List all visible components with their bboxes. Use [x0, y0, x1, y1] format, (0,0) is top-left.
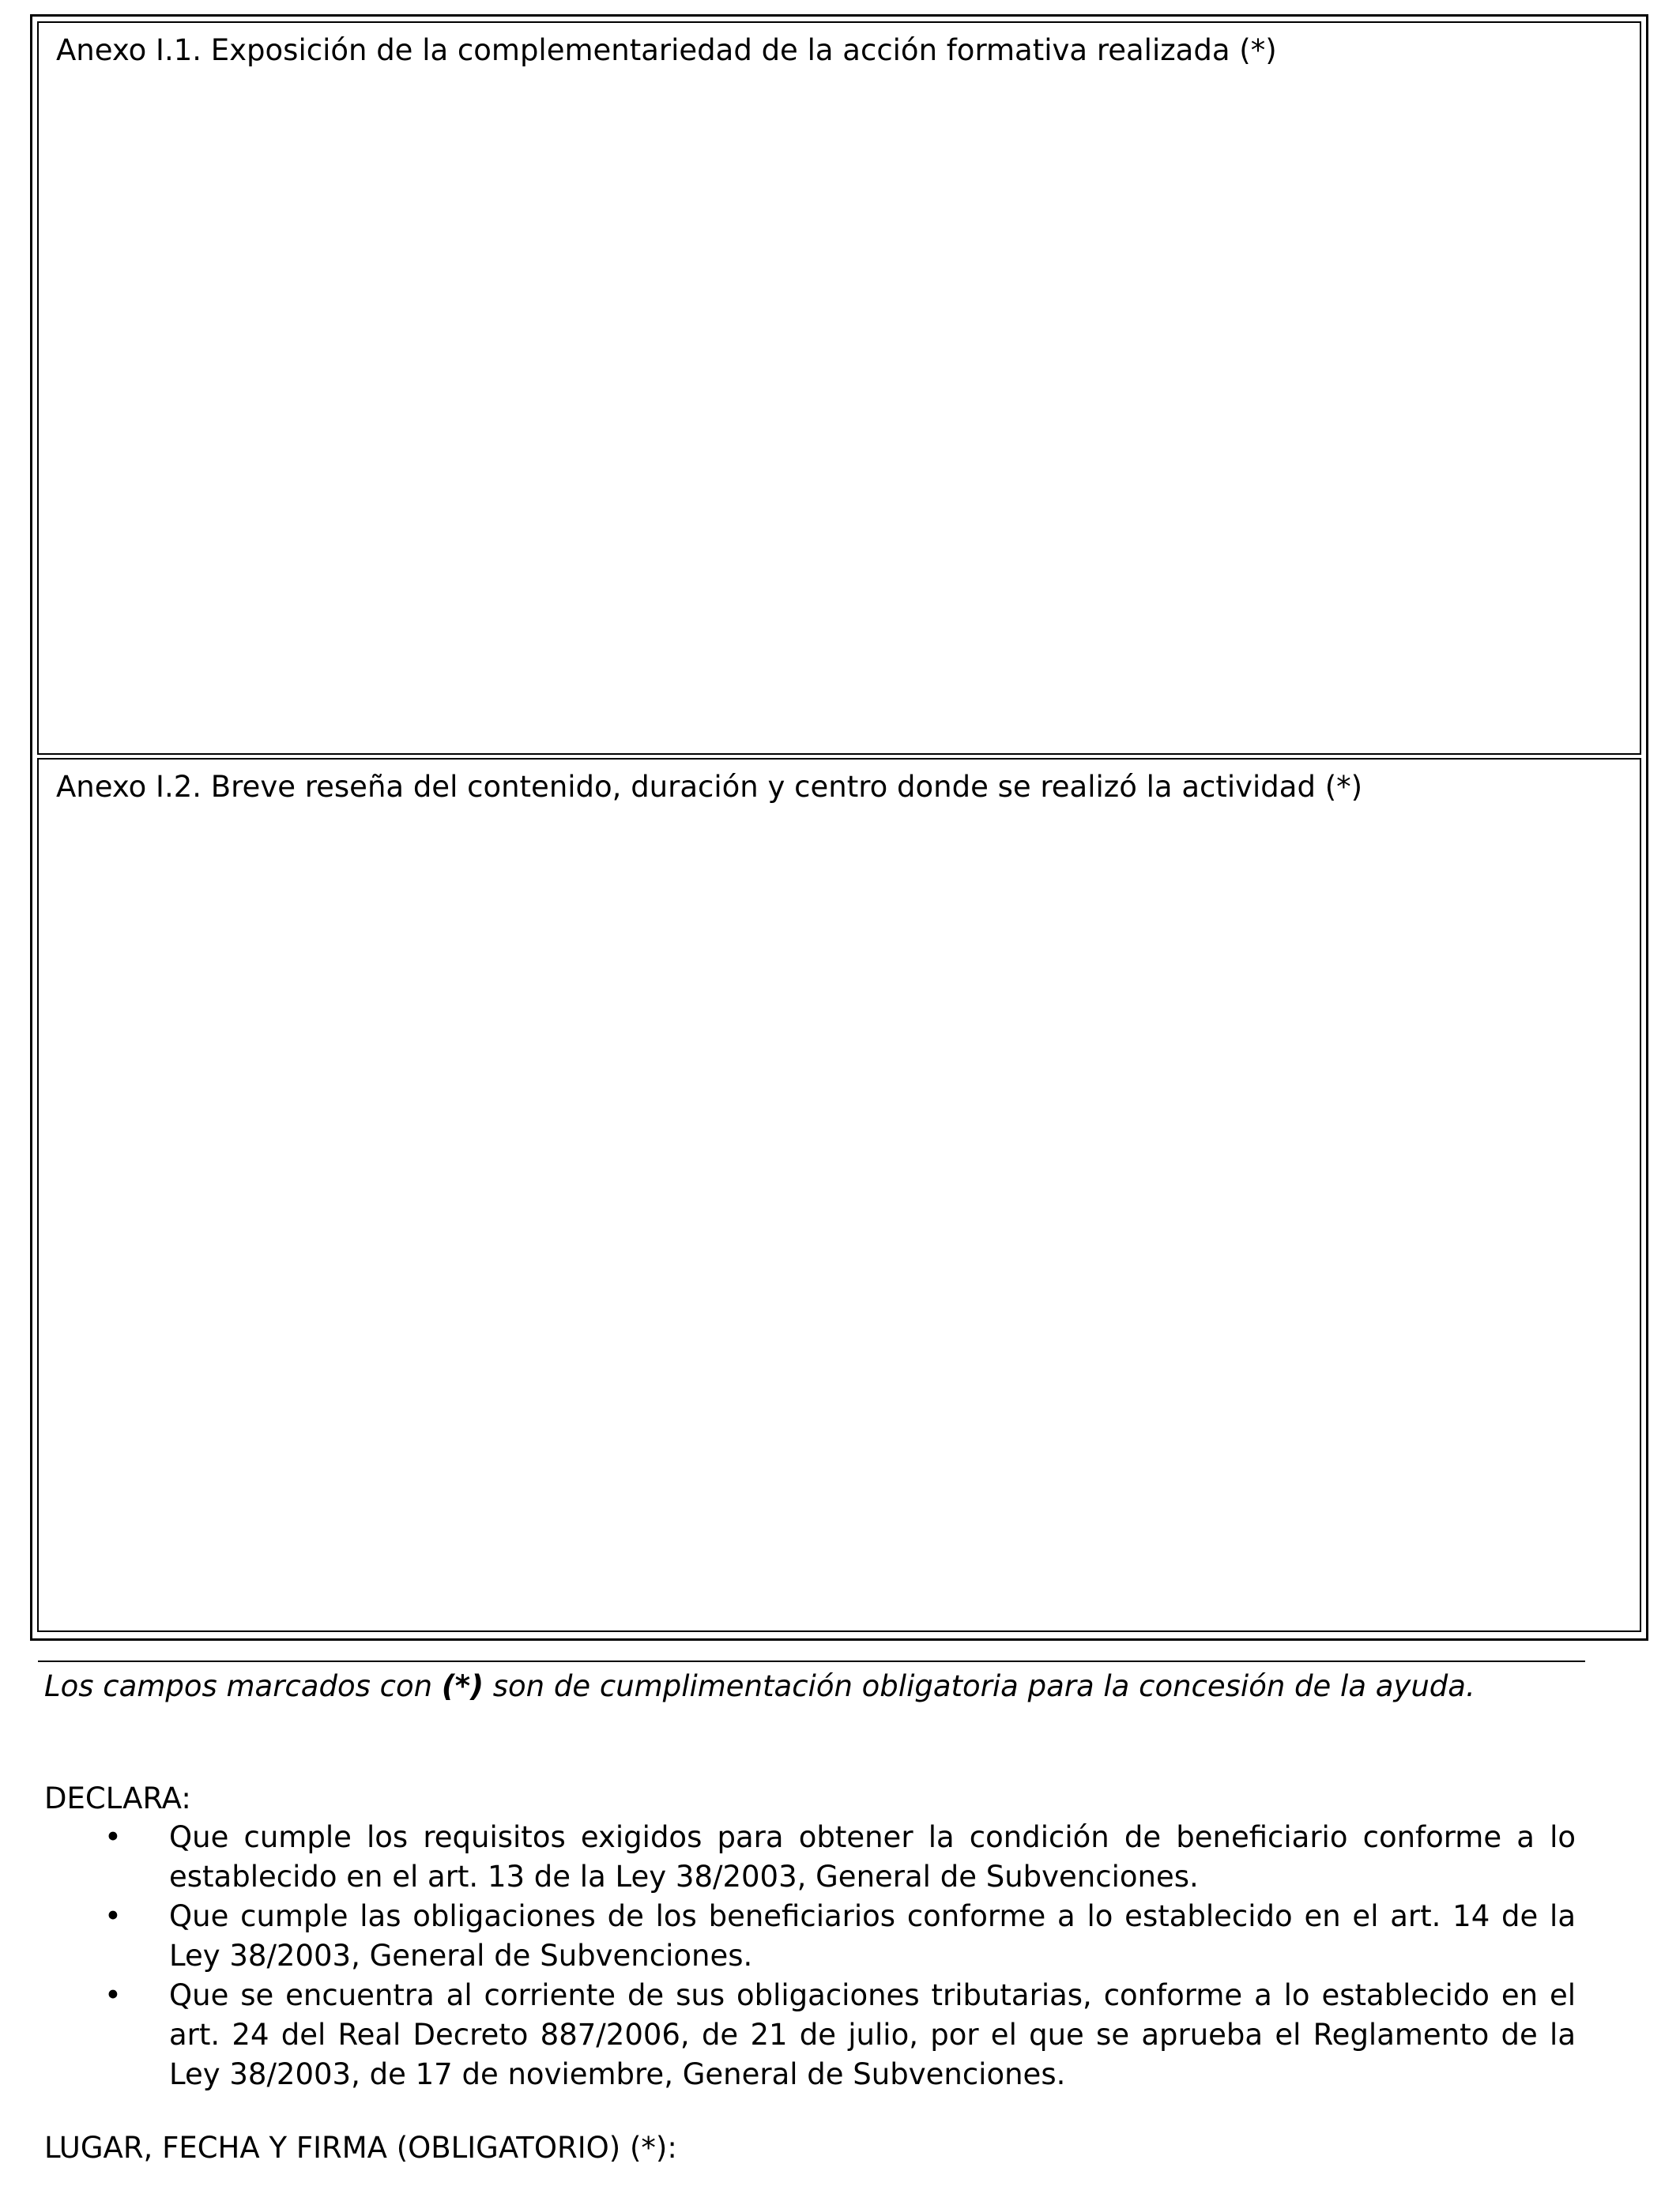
note-after: son de cumplimentación obligatoria para la concesión de la ayuda.: [483, 1669, 1475, 1703]
bullet-icon: •: [104, 1899, 122, 1933]
declara-item-text: Que cumple los requisitos exigidos para obtener la condición de beneficiario conforme a lo establecido en el art. 13 de la Ley 38/2003, General de Subvenciones.: [169, 1820, 1576, 1894]
declara-item-text: Que se encuentra al corriente de sus obligaciones tributarias, conforme a lo establecido en el art. 24 del Real Decreto 887/2006, de 21 de julio, por el que se aprueba el Reglamento de la Ley 38/2003, de 17 de noviembre, General de Subvenciones.: [169, 1978, 1576, 2091]
declara-item-text: Que cumple las obligaciones de los beneficiarios conforme a lo establecido en el art. 14 de la Ley 38/2003, General de Subvenciones.: [169, 1899, 1576, 1973]
separator-line: [38, 1661, 1585, 1662]
declara-item: [0, 1818, 1576, 1897]
signature-label: LUGAR, FECHA Y FIRMA (OBLIGATORIO) (*):: [44, 2131, 677, 2165]
annex-frame: [30, 14, 1648, 1641]
annex-1-title: Anexo I.1. Exposición de la complementariedad de la acción formativa realizada (*): [56, 33, 1277, 67]
required-fields-note: [44, 1668, 1475, 1706]
bullet-icon: •: [104, 1820, 122, 1854]
declara-item: [0, 1897, 1576, 1976]
annex-2-title: Anexo I.2. Breve reseña del contenido, duración y centro donde se realizó la actividad (*): [56, 770, 1363, 804]
annex-1-box[interactable]: [37, 21, 1641, 755]
declara-list: [0, 1818, 1680, 2094]
note-marker: (*): [441, 1669, 484, 1703]
declara-heading: DECLARA:: [44, 1781, 191, 1815]
declara-item: [0, 1976, 1576, 2094]
bullet-icon: •: [104, 1978, 122, 2012]
note-before: Los campos marcados con: [44, 1669, 442, 1703]
annex-2-box[interactable]: [37, 758, 1641, 1632]
